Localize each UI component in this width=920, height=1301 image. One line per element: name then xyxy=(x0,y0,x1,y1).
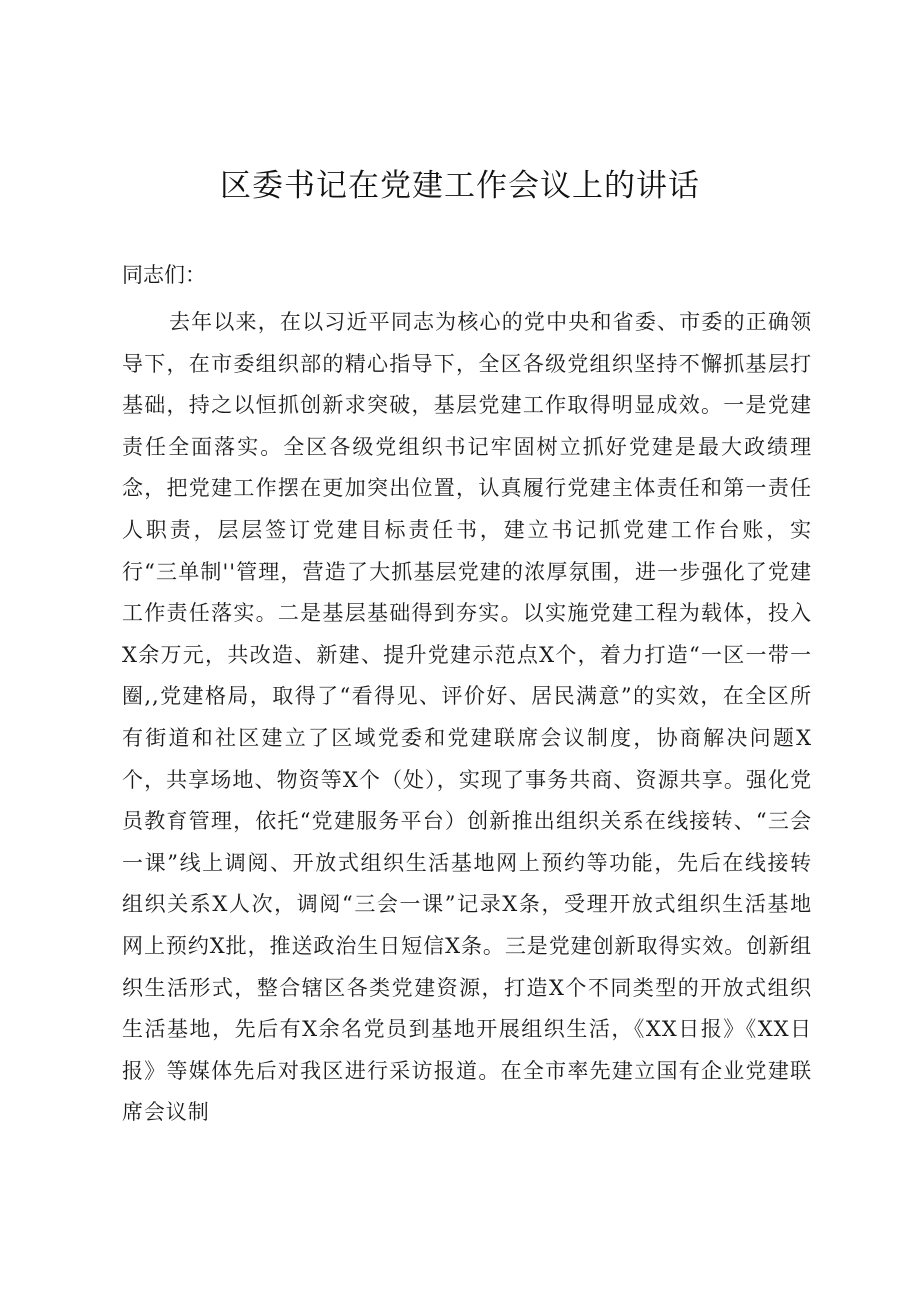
document-title: 区委书记在党建工作会议上的讲话 xyxy=(220,168,700,204)
greeting-text: 同志们： xyxy=(122,263,206,287)
body-paragraph: 去年以来，在以习近平同志为核心的党中央和省委、市委的正确领导下，在市委组织部的精心指导下，全区各级党组织坚持不懈抓基层打基础，持之以恒抓创新求突破，基层党建工作取得明显成效。一是党建责任全面落实。全区各级党组织书记牢固树立抓好党建是最大政绩理念，把党建工作摆在更加突出位置，认真履行党建主体责任和第一责任人职责，层层签订党建目标责任书，建立书记抓党建工作台账，实行“三单制''管理，营造了大抓基层党建的浓厚氛围，进一步强化了党建工作责任落实。二是基层基础得到夯实。以实施党建工程为载体，投入X余万元，共改造、新建、提升党建示范点X个，着力打造“一区一带一圈,,党建格局，取得了“看得见、评价好、居民满意”的实效，在全区所有街道和社区建立了区域党委和党建联席会议制度，协商解决问题X个，共享场地、物资等X个（处），实现了事务共商、资源共享。强化党员教育管理，依托“党建服务平台）创新推出组织关系在线接转、“三会一课”线上调阅、开放式组织生活基地网上预约等功能，先后在线接转组织关系X人次，调阅“三会一课”记录X条，受理开放式组织生活基地网上预约X批，推送政治生日短信X条。三是党建创新取得实效。创新组织生活形式，整合辖区各类党建资源，打造X个不同类型的开放式组织生活基地，先后有X余名党员到基地开展组织生活，《XX日报》《XX日报》等媒体先后对我区进行采访报道。在全市率先建立国有企业党建联席会议制 xyxy=(122,310,812,1125)
